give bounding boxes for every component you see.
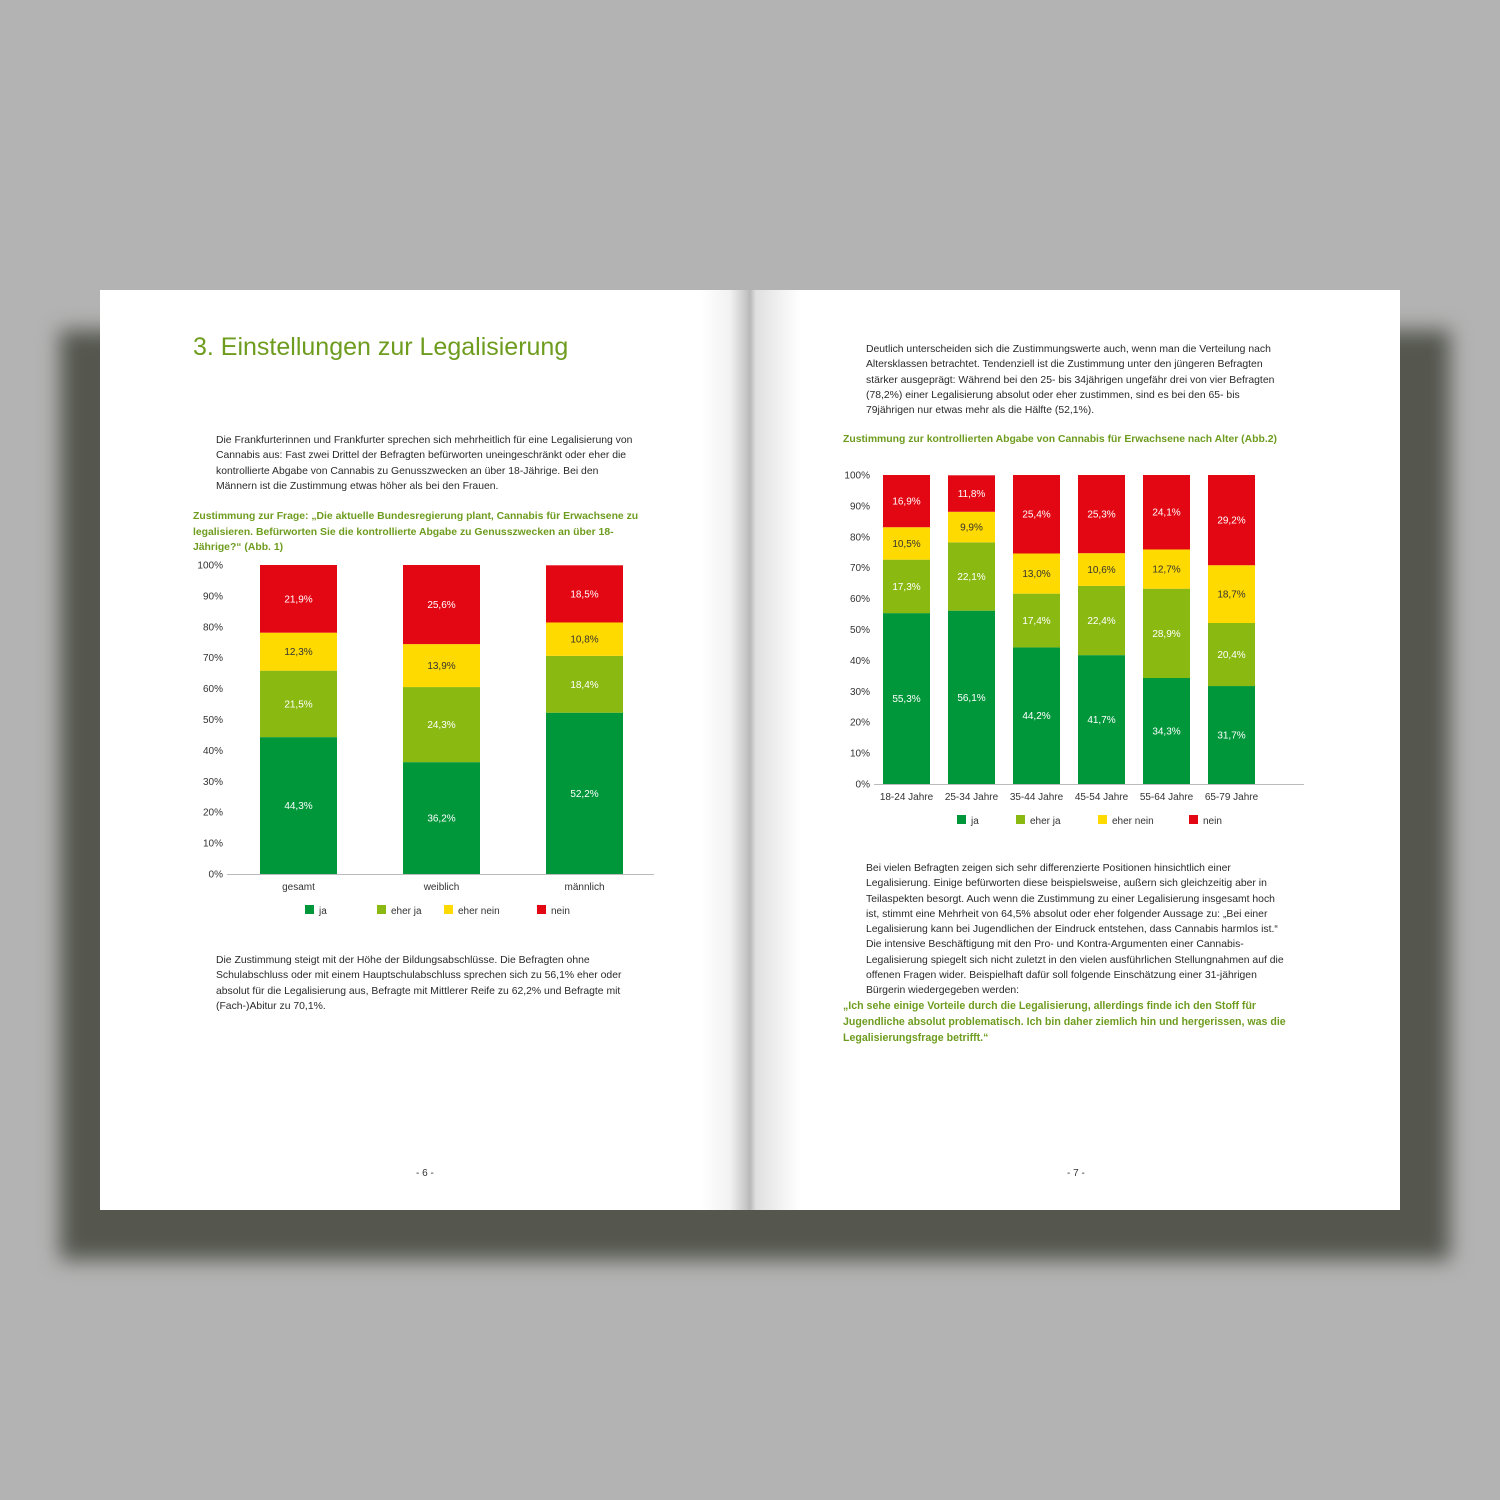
data-label: 44,3% (284, 801, 313, 813)
legend-label: eher ja (1030, 816, 1061, 827)
data-label: 16,9% (892, 496, 921, 508)
data-label: 20,4% (1217, 650, 1246, 662)
data-label: 55,3% (892, 694, 921, 706)
data-label: 44,2% (1022, 711, 1051, 723)
data-label: 52,2% (570, 788, 599, 800)
y-tick-label: 60% (849, 594, 870, 606)
data-label: 18,5% (570, 589, 599, 601)
legend-label: eher ja (391, 906, 422, 917)
y-tick-label: 50% (202, 715, 223, 726)
y-tick-label: 60% (202, 684, 223, 696)
x-tick-label: gesamt (282, 882, 315, 893)
chart1-caption: Zustimmung zur Frage: „Die aktuelle Bundesregierung plant, Cannabis für Erwachsene zu legalisieren. Befürworten Sie die kontrollierte Abgabe zu Genusszwecken an über 18-Jährige?“ (Abb. 1) (193, 511, 639, 553)
legend-label: eher nein (458, 906, 500, 917)
data-label: 36,2% (427, 813, 456, 825)
data-label: 41,7% (1087, 715, 1116, 727)
data-label: 22,4% (1087, 616, 1116, 628)
y-tick-label: 0% (208, 869, 223, 881)
chart-1-agreement-by-gender (180, 550, 670, 930)
data-label: 25,3% (1087, 509, 1116, 521)
y-tick-label: 40% (202, 745, 223, 757)
page-heading: 3. Einstellungen zur Legalisierung (193, 333, 569, 361)
y-tick-label: 90% (849, 501, 870, 513)
data-label: 21,9% (284, 594, 313, 606)
data-label: 25,6% (427, 600, 456, 612)
book-gutter (700, 290, 800, 1210)
legend-swatch-eher-ja (377, 905, 386, 914)
legend-label: ja (971, 816, 979, 827)
y-tick-label: 40% (849, 655, 870, 667)
x-tick-label: 65-79 Jahre (1204, 792, 1259, 803)
data-label: 10,5% (892, 538, 921, 550)
legend-label: ja (319, 906, 327, 917)
y-tick-label: 50% (849, 625, 870, 636)
data-label: 18,4% (570, 679, 599, 691)
data-label: 56,1% (957, 692, 986, 704)
chart-2-agreement-by-age (830, 460, 1320, 840)
y-tick-label: 20% (202, 807, 223, 819)
data-label: 10,6% (1087, 565, 1116, 577)
data-label: 18,7% (1217, 589, 1246, 601)
data-label: 17,3% (892, 581, 921, 593)
data-label: 34,3% (1152, 726, 1181, 738)
legend-swatch-nein (537, 905, 546, 914)
legend-label: nein (551, 906, 570, 917)
data-label: 31,7% (1217, 730, 1246, 742)
y-tick-label: 70% (849, 563, 870, 575)
data-label: 13,0% (1022, 569, 1051, 581)
x-tick-label: weiblich (423, 882, 460, 893)
data-label: 10,8% (570, 634, 599, 646)
legend-swatch-eher-nein (444, 905, 453, 914)
y-tick-label: 0% (855, 779, 870, 791)
page-number-left: - 6 - (416, 1168, 434, 1179)
data-label: 24,1% (1152, 507, 1181, 519)
x-tick-label: 35-44 Jahre (1009, 792, 1064, 803)
x-tick-label: 18-24 Jahre (879, 792, 934, 803)
data-label: 11,8% (957, 489, 986, 501)
right-intro-paragraph: Deutlich unterscheiden sich die Zustimmungswerte auch, wenn man die Verteilung nach Altersklassen betrachtet. Tendenziell ist die Zustimmung unter den jüngeren Befragten stärker ausgeprägt: Während bei den 25- bis 34jährigen ungefähr drei von vier Befragten (78,2%) einer Legalisierung absolut oder eher zustimmen, sind es bei den 65- bis 79jährigen nur etwas mehr als die Hälfte (52,1%). (866, 344, 1275, 417)
left-intro-paragraph: Die Frankfurterinnen und Frankfurter sprechen sich mehrheitlich für eine Legalisierung von Cannabis aus: Fast zwei Drittel der Befragten befürworten uneingeschränkt oder eher die kontrollierte Abgabe von Cannabis zu Genusszwecken an über 18-Jährige. Bei den Männern ist die Zustimmung etwas höher als bei den Frauen. (216, 435, 633, 492)
legend-swatch-eher-ja (1016, 815, 1025, 824)
x-tick-label: 45-54 Jahre (1074, 792, 1129, 803)
x-tick-label: 25-34 Jahre (944, 792, 999, 803)
legend-swatch-nein (1189, 815, 1198, 824)
y-tick-label: 90% (202, 591, 223, 603)
data-label: 22,1% (957, 572, 986, 584)
data-label: 17,4% (1022, 616, 1051, 628)
legend-swatch-eher-nein (1098, 815, 1107, 824)
y-tick-label: 10% (849, 748, 870, 760)
y-tick-label: 80% (849, 532, 870, 544)
y-tick-label: 100% (844, 470, 870, 482)
page-number-right: - 7 - (1067, 1168, 1085, 1179)
data-label: 28,9% (1152, 628, 1181, 640)
legend-label: eher nein (1112, 816, 1154, 827)
left-body-paragraph: Die Zustimmung steigt mit der Höhe der Bildungsabschlüsse. Die Befragten ohne Schulabschluss oder mit einem Hauptschulabschluss sprechen sich zu 56,1% eher oder absolut für die Legalisierung aus, Befragte mit Mittlerer Reife zu 62,2% und Befragte mit (Fach-)Abitur zu 70,1%. (216, 955, 622, 1012)
y-tick-label: 30% (849, 686, 870, 698)
legend-swatch-ja (305, 905, 314, 914)
data-label: 29,2% (1217, 515, 1246, 527)
data-label: 9,9% (960, 522, 983, 534)
data-label: 25,4% (1022, 509, 1051, 521)
legend-label: nein (1203, 816, 1222, 827)
data-label: 24,3% (427, 720, 456, 732)
y-tick-label: 100% (197, 560, 223, 572)
citizen-quote: „Ich sehe einige Vorteile durch die Legalisierung, allerdings finde ich den Stoff für Jugendliche absolut problematisch. Ich bin daher ziemlich hin und hergerissen, was die Legalisierungsfrage betrifft.“ (843, 1000, 1286, 1044)
data-label: 21,5% (284, 699, 313, 711)
chart2-caption: Zustimmung zur kontrollierten Abgabe von Cannabis für Erwachsene nach Alter (Abb.2) (843, 434, 1277, 445)
data-label: 12,7% (1152, 564, 1181, 576)
x-tick-label: männlich (564, 882, 605, 893)
right-body-paragraph: Bei vielen Befragten zeigen sich sehr differenzierte Positionen hinsichtlich einer Legalisierung. Einige befürworten diese beispielsweise, außern sich gleichzeitig aber in Teilaspekten besorgt. Auch wenn die Zustimmung zu einer Legalisierung insgesamt hoch ist, stimmt eine Mehrheit von 64,5% absolut oder eher folgender Aussage zu: „Bei einer Legalisierung kann bei Jugendlichen der Eindruck entstehen, dass Cannabis harmlos ist.“ Die intensive Beschäftigung mit den Pro- und Kontra-Argumenten einer Cannabis-Legalisierung spiegelt sich nicht zuletzt in den vielen ausführlichen Stellungnahmen auf die offenen Fragen wider. Beispielhaft dafür soll folgende Einschätzung einer 31-jährigen Bürgerin wiedergegeben werden: (866, 863, 1284, 997)
y-tick-label: 10% (202, 838, 223, 850)
data-label: 13,9% (427, 661, 456, 673)
x-tick-label: 55-64 Jahre (1139, 792, 1194, 803)
y-tick-label: 30% (202, 776, 223, 788)
y-tick-label: 20% (849, 717, 870, 729)
y-tick-label: 70% (202, 653, 223, 665)
y-tick-label: 80% (202, 622, 223, 634)
data-label: 12,3% (284, 647, 313, 659)
legend-swatch-ja (957, 815, 966, 824)
